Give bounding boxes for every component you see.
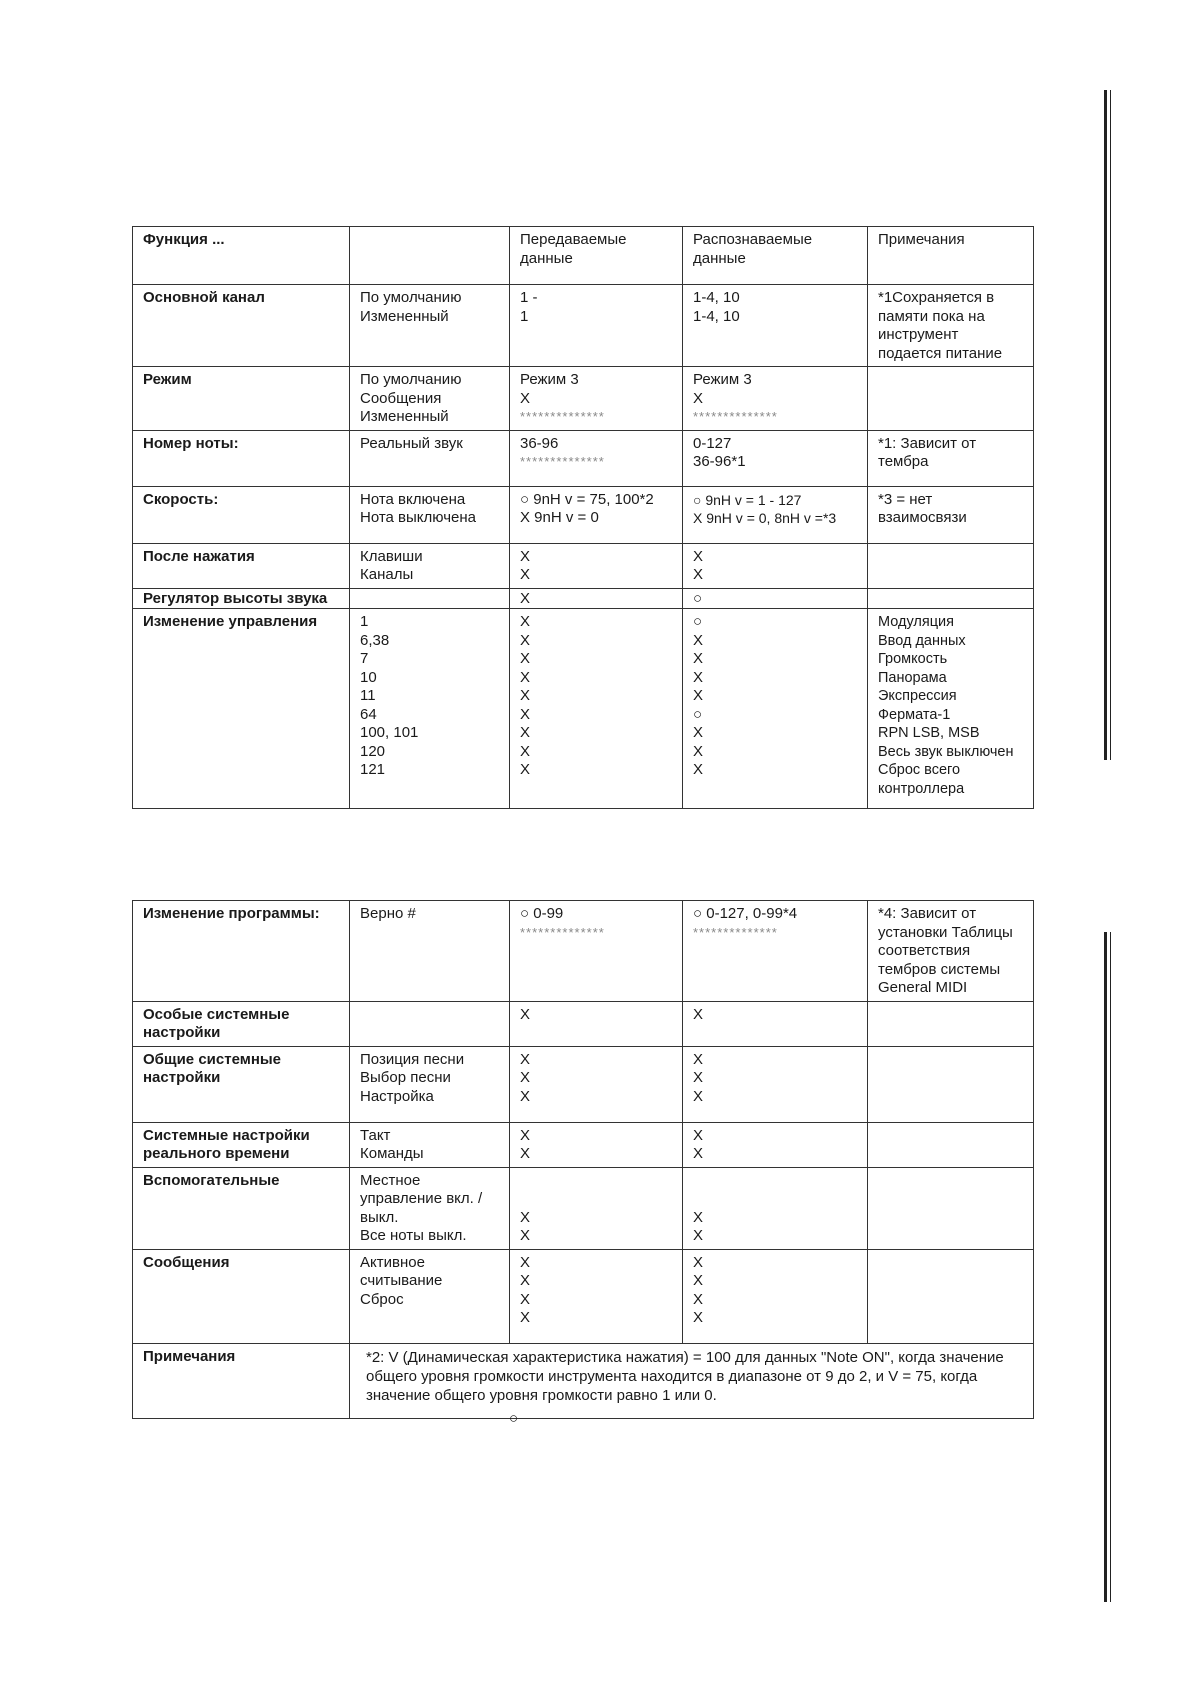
footer-circle-mark: ○ (509, 1410, 519, 1427)
right-edge-bar-bottom-thin (1110, 932, 1111, 1602)
row-rx: X X (683, 1122, 868, 1167)
row-remarks (868, 1167, 1034, 1249)
table-row-note-number (133, 430, 1034, 486)
row-tx: ○ 9nH v = 75, 100*2 X 9nH v = 0 (510, 486, 683, 543)
row-sub: Клавиши Каналы (350, 543, 510, 588)
row-remarks (868, 1122, 1034, 1167)
row-remarks (868, 588, 1034, 609)
row-function: Общие системные настройки (133, 1046, 350, 1122)
row-sub: Активное считывание Сброс (350, 1249, 510, 1343)
table-row-velocity (133, 486, 1034, 543)
row-tx: X (510, 588, 683, 609)
row-function: Системные настройки реального времени (133, 1122, 350, 1167)
table-row-notes (133, 1343, 1034, 1418)
row-tx: X X X X (510, 1249, 683, 1343)
notes-text: *2: V (Динамическая характеристика нажатия) = 100 для данных "Note ON", когда значение общего уровня громкости инструмента находится в диапазоне от 9 до 2, и V = 75, когда значение общего уровня громкости равно 1 или 0. (350, 1343, 1034, 1418)
row-sub: По умолчанию Измененный (350, 285, 510, 367)
row-remarks: *1: Зависит от тембра (868, 430, 1034, 486)
row-rx: X X X (683, 1046, 868, 1122)
row-function: Изменение управления (133, 609, 350, 809)
row-rx: 1-4, 10 1-4, 10 (683, 285, 868, 367)
row-tx: X X (510, 1122, 683, 1167)
table-row-system-common (133, 1046, 1034, 1122)
row-function: После нажатия (133, 543, 350, 588)
row-sub: Позиция песни Выбор песни Настройка (350, 1046, 510, 1122)
row-rx: ○ (683, 588, 868, 609)
row-rx: 0-127 36-96*1 (683, 430, 868, 486)
table-row-control-change (133, 609, 1034, 809)
row-tx: X X (510, 1167, 683, 1249)
row-function: Особые системные настройки (133, 1001, 350, 1046)
table-row-aftertouch (133, 543, 1034, 588)
row-function: Основной канал (133, 285, 350, 367)
row-sub: 1 6,38 7 10 11 64 100, 101 120 121 (350, 609, 510, 809)
row-remarks: *4: Зависит от установки Таблицы соответствия тембров системы General MIDI (868, 901, 1034, 1002)
row-tx: X X (510, 543, 683, 588)
row-sub: Нота включена Нота выключена (350, 486, 510, 543)
row-rx: X X X X (683, 1249, 868, 1343)
table-row-messages (133, 1249, 1034, 1343)
row-function: Скорость: (133, 486, 350, 543)
row-function: Изменение программы: (133, 901, 350, 1002)
row-sub: Реальный звук (350, 430, 510, 486)
row-sub: Такт Команды (350, 1122, 510, 1167)
table-header-row (133, 227, 1034, 285)
row-remarks (868, 367, 1034, 431)
row-function: Номер ноты: (133, 430, 350, 486)
row-tx: X (510, 1001, 683, 1046)
table-row-basic-channel (133, 285, 1034, 367)
row-remarks (868, 1001, 1034, 1046)
header-function: Функция ... (133, 227, 350, 285)
row-rx: X (683, 1001, 868, 1046)
row-remarks (868, 1046, 1034, 1122)
row-tx: 36-96 ************** (510, 430, 683, 486)
header-remarks: Примечания (868, 227, 1034, 285)
row-rx: X X (683, 1167, 868, 1249)
row-sub (350, 588, 510, 609)
row-function: Вспомогательные (133, 1167, 350, 1249)
row-rx: Режим 3 X ************** (683, 367, 868, 431)
row-rx: ○ 0-127, 0-99*4 ************** (683, 901, 868, 1002)
row-sub (350, 1001, 510, 1046)
row-sub: Верно # (350, 901, 510, 1002)
row-rx: ○ 9nH v = 1 - 127 X 9nH v = 0, 8nH v =*3 (683, 486, 868, 543)
row-remarks: *1Сохраняется в памяти пока на инструмент подается питание (868, 285, 1034, 367)
row-tx: 1 - 1 (510, 285, 683, 367)
midi-implementation-table-2 (132, 900, 1034, 1419)
row-remarks: Модуляция Ввод данных Громкость Панорама Экспрессия Фермата-1 RPN LSB, MSB Весь звук выключен Сброс всего контроллера (868, 609, 1034, 809)
row-remarks (868, 543, 1034, 588)
table-row-aux (133, 1167, 1034, 1249)
row-function: Регулятор высоты звука (133, 588, 350, 609)
header-empty (350, 227, 510, 285)
row-function: Сообщения (133, 1249, 350, 1343)
header-recognized: Распознаваемые данные (683, 227, 868, 285)
header-transmitted: Передаваемые данные (510, 227, 683, 285)
row-rx: ○ X X X X ○ X X X (683, 609, 868, 809)
right-edge-bar-top-thin (1110, 90, 1111, 760)
table-row-mode (133, 367, 1034, 431)
table-row-program-change (133, 901, 1034, 1002)
row-tx: X X X X X X X X X (510, 609, 683, 809)
row-tx: ○ 0-99 ************** (510, 901, 683, 1002)
row-function: Режим (133, 367, 350, 431)
table-row-system-realtime (133, 1122, 1034, 1167)
row-tx: Режим 3 X ************** (510, 367, 683, 431)
midi-implementation-table-1 (132, 226, 1034, 809)
row-sub: По умолчанию Сообщения Измененный (350, 367, 510, 431)
notes-label: Примечания (133, 1343, 350, 1418)
row-rx: X X (683, 543, 868, 588)
row-tx: X X X (510, 1046, 683, 1122)
right-edge-bar-top (1104, 90, 1107, 760)
row-remarks: *3 = нет взаимосвязи (868, 486, 1034, 543)
right-edge-bar-bottom (1104, 932, 1107, 1602)
table-row-system-exclusive (133, 1001, 1034, 1046)
row-remarks (868, 1249, 1034, 1343)
row-sub: Местное управление вкл. / выкл. Все ноты выкл. (350, 1167, 510, 1249)
table-row-pitch-bend (133, 588, 1034, 609)
